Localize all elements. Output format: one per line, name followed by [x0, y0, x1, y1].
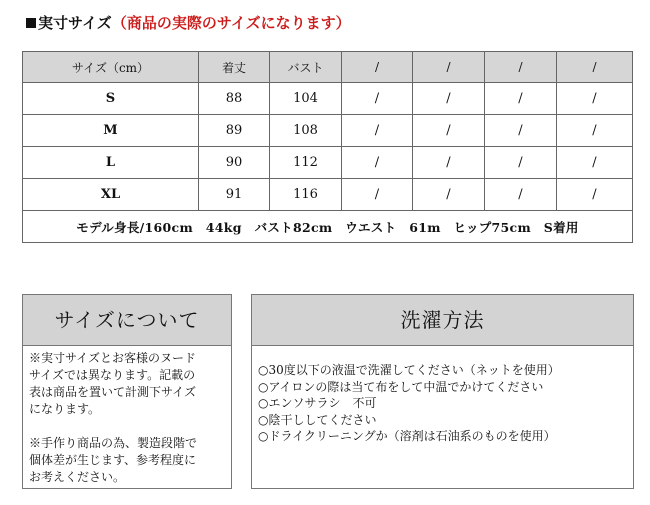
header-empty: / [413, 52, 485, 83]
empty-cell: / [413, 179, 485, 211]
washing-line: ○30度以下の液温で洗濯してください（ネットを使用） [258, 363, 560, 377]
size-label: M [23, 115, 199, 147]
empty-cell: / [485, 179, 557, 211]
size-info-line: 個体差が生じます、参考程度に [29, 453, 197, 467]
size-info-line: ※手作り商品の為、製造段階で [29, 436, 198, 450]
header-empty: / [557, 52, 633, 83]
empty-cell: / [413, 147, 485, 179]
length-value: 89 [199, 115, 270, 147]
model-info-row [23, 211, 633, 243]
section-heading [26, 12, 351, 34]
bust-value: 112 [270, 147, 342, 179]
header-length: 着丈 [199, 52, 270, 83]
empty-cell: / [342, 147, 413, 179]
size-label: XL [23, 179, 199, 211]
square-bullet-icon [26, 18, 36, 28]
washing-body [252, 346, 633, 445]
size-label: S [23, 83, 199, 115]
empty-cell: / [557, 147, 633, 179]
size-info-line: サイズでは異なります。記載の [29, 368, 196, 382]
header-size: サイズ（cm） [23, 52, 199, 83]
length-value: 91 [199, 179, 270, 211]
size-table-header-row [23, 52, 633, 83]
size-info-body [23, 346, 231, 486]
length-value: 90 [199, 147, 270, 179]
empty-cell: / [557, 115, 633, 147]
size-info-line: になります。 [29, 402, 101, 416]
washing-line: ○陰干ししてください [258, 412, 377, 427]
bust-value: 104 [270, 83, 342, 115]
table-row [23, 179, 633, 211]
size-table [22, 51, 633, 243]
header-empty: / [342, 52, 413, 83]
washing-box [251, 294, 634, 489]
table-row [23, 147, 633, 179]
bust-value: 108 [270, 115, 342, 147]
table-row [23, 115, 633, 147]
empty-cell: / [342, 83, 413, 115]
bust-value: 116 [270, 179, 342, 211]
size-info-line: 表は商品を置いて計測下サイズ [29, 385, 197, 399]
heading-note: （商品の実際のサイズになります） [111, 14, 351, 32]
washing-line: ○アイロンの際は当て布をして中温でかけてください [258, 379, 544, 394]
washing-line: ○エンソサラシ 不可 [258, 396, 377, 410]
empty-cell: / [342, 179, 413, 211]
size-info-box [22, 294, 232, 489]
length-value: 88 [199, 83, 270, 115]
header-empty: / [485, 52, 557, 83]
size-info-title: サイズについて [23, 295, 231, 346]
size-info-line: ※実寸サイズとお客様のヌード [29, 351, 197, 365]
empty-cell: / [413, 115, 485, 147]
empty-cell: / [557, 179, 633, 211]
size-label: L [23, 147, 199, 179]
model-info: モデル身長/160cm 44kg バスト82cm ウエスト 61m ヒップ75cm S着用 [23, 211, 633, 243]
empty-cell: / [557, 83, 633, 115]
empty-cell: / [342, 115, 413, 147]
heading-title: 実寸サイズ [38, 14, 112, 32]
size-info-line: お考えください。 [29, 470, 126, 484]
header-bust: バスト [270, 52, 342, 83]
table-row [23, 83, 633, 115]
empty-cell: / [485, 83, 557, 115]
washing-title: 洗濯方法 [252, 295, 633, 346]
washing-line: ○ドライクリーニングか（溶剤は石油系のものを使用） [258, 429, 556, 443]
empty-cell: / [485, 115, 557, 147]
empty-cell: / [413, 83, 485, 115]
empty-cell: / [485, 147, 557, 179]
